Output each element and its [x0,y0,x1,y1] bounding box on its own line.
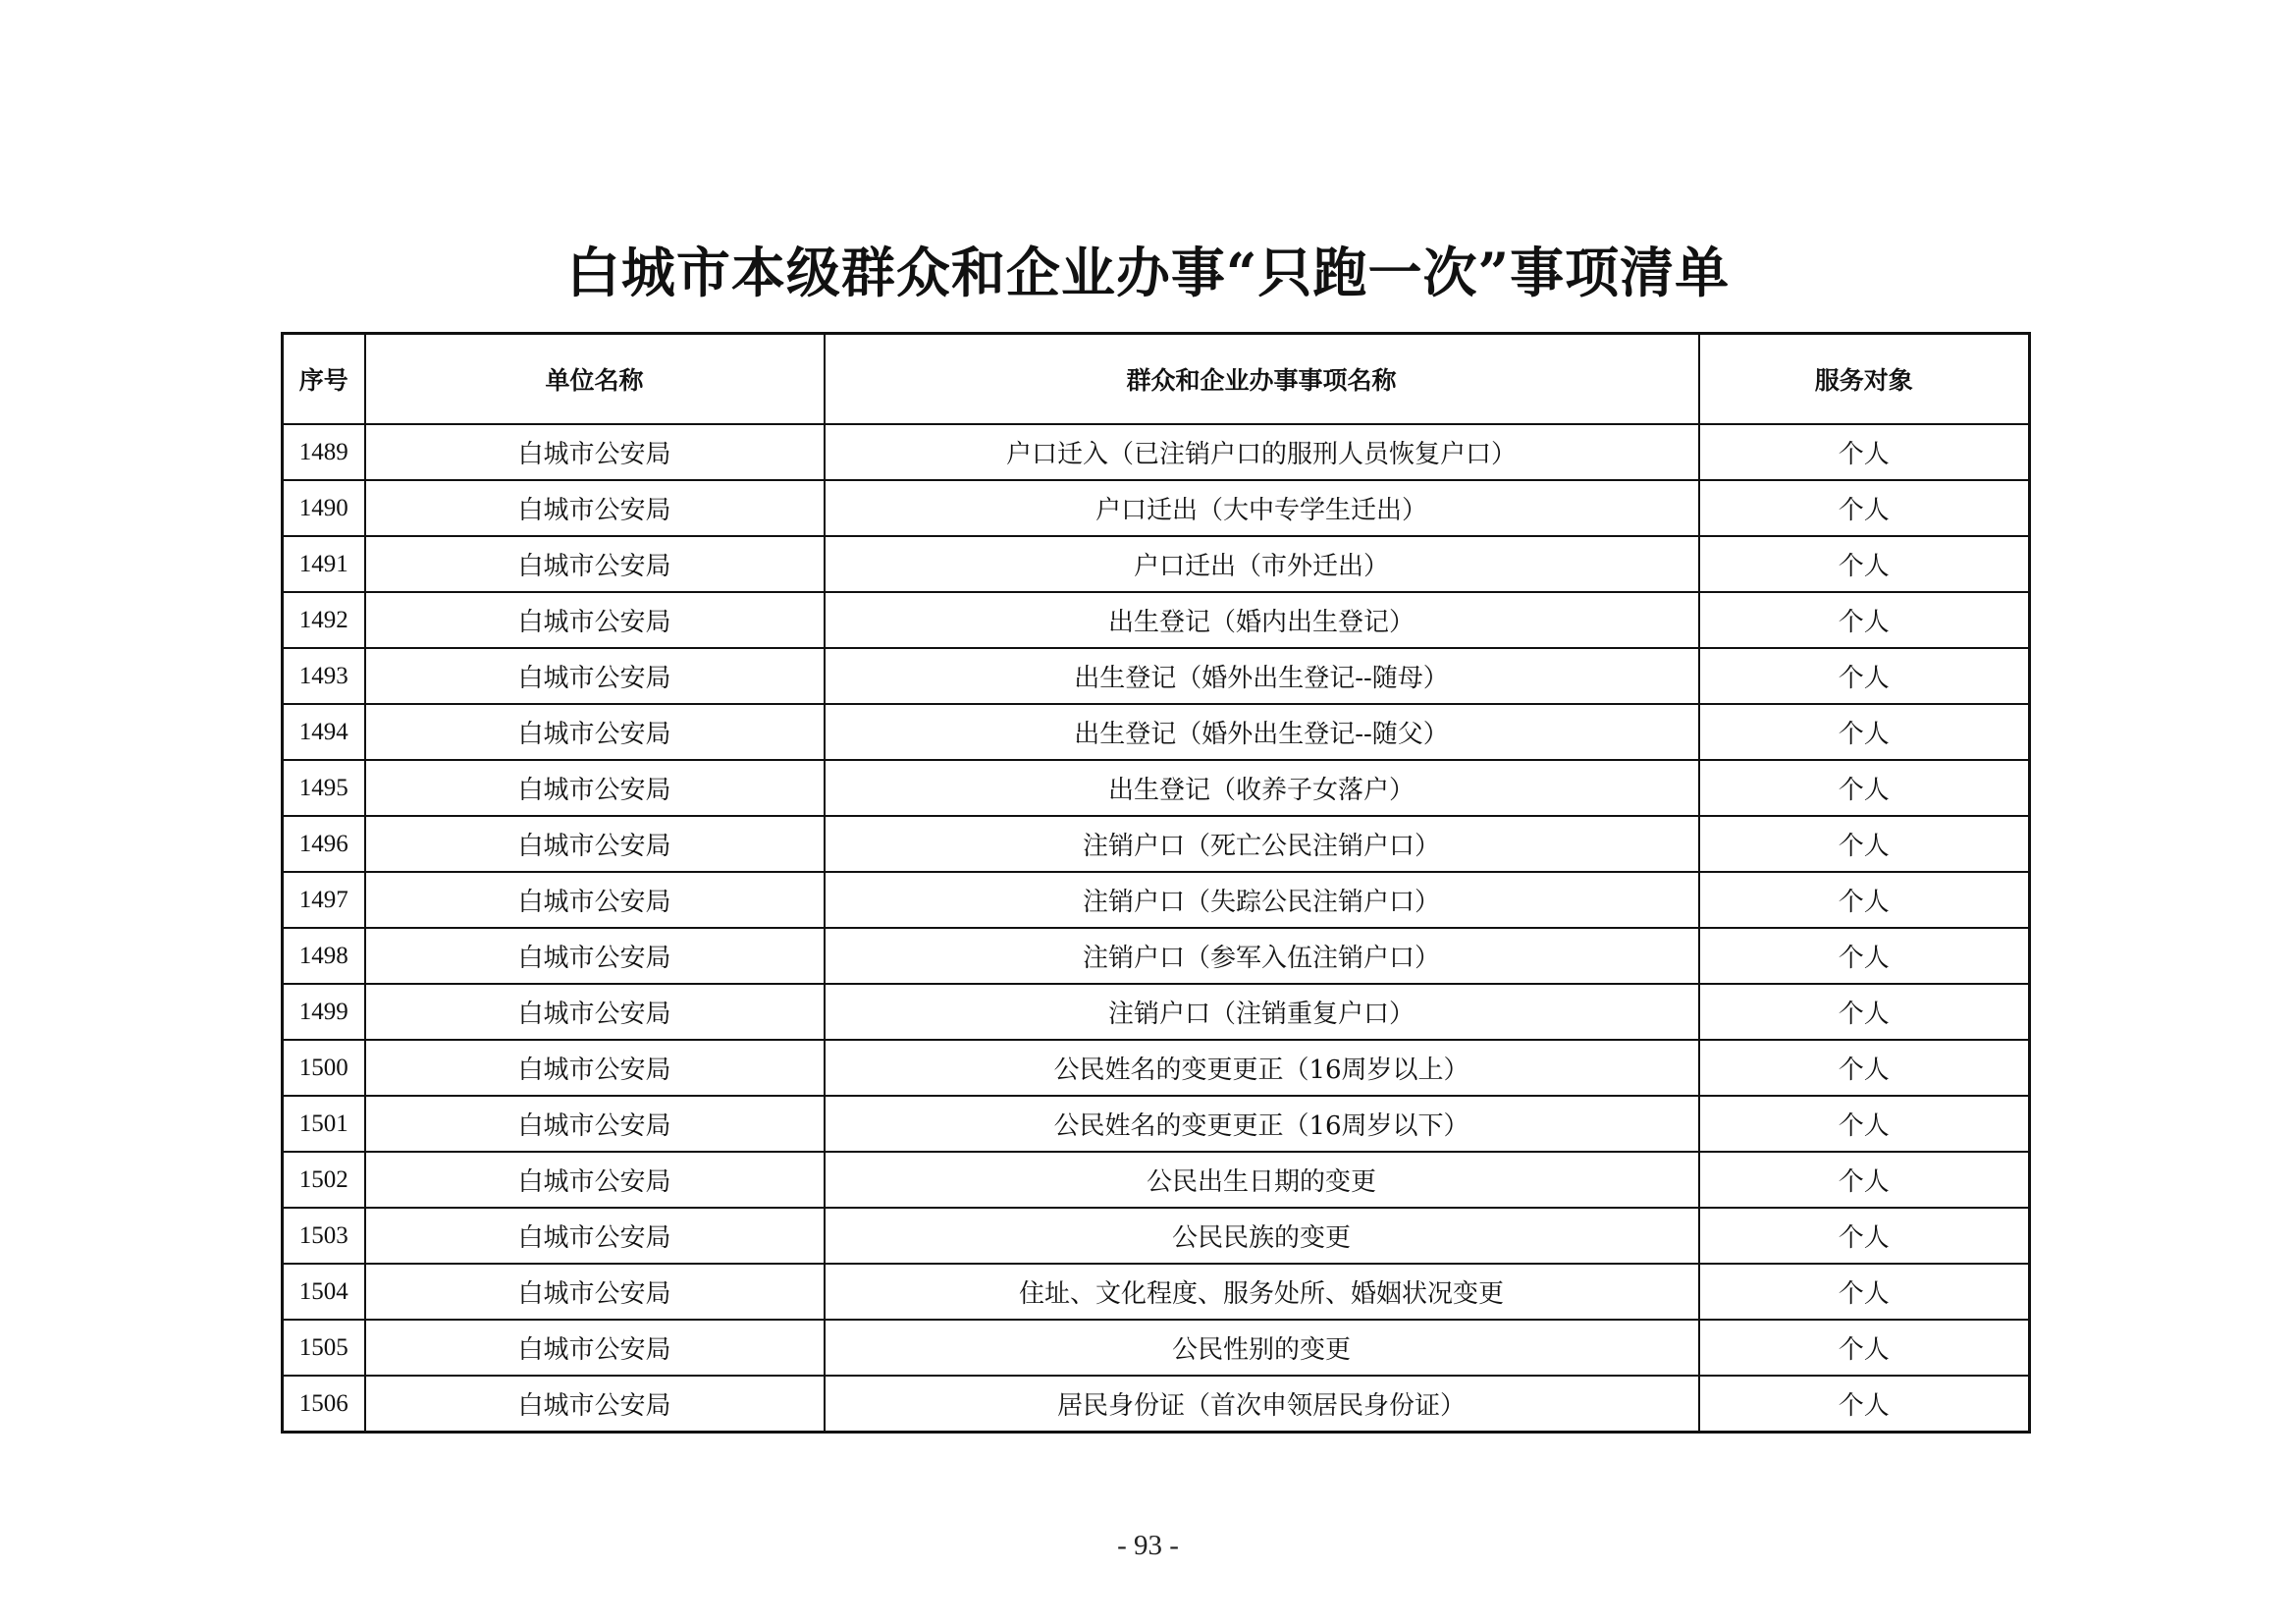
cell-item: 公民性别的变更 [825,1320,1699,1376]
table-row [283,536,2030,592]
table-row [283,1096,2030,1152]
cell-unit: 白城市公安局 [365,592,825,648]
header-index: 序号 [283,334,365,425]
cell-index: 1503 [283,1208,365,1264]
cell-target: 个人 [1699,480,2030,536]
cell-target: 个人 [1699,1040,2030,1096]
cell-index: 1491 [283,536,365,592]
cell-target: 个人 [1699,872,2030,928]
cell-item: 注销户口（参军入伍注销户口） [825,928,1699,984]
table-row [283,1376,2030,1433]
cell-index: 1497 [283,872,365,928]
table-row [283,480,2030,536]
cell-index: 1495 [283,760,365,816]
cell-unit: 白城市公安局 [365,816,825,872]
cell-item: 出生登记（婚外出生登记--随母） [825,648,1699,704]
cell-index: 1499 [283,984,365,1040]
cell-unit: 白城市公安局 [365,1152,825,1208]
table-row [283,424,2030,480]
table-body [283,424,2030,1433]
cell-unit: 白城市公安局 [365,984,825,1040]
cell-index: 1494 [283,704,365,760]
cell-unit: 白城市公安局 [365,1320,825,1376]
cell-unit: 白城市公安局 [365,1376,825,1433]
service-items-table [281,332,2031,1434]
cell-unit: 白城市公安局 [365,1264,825,1320]
cell-index: 1496 [283,816,365,872]
cell-item: 户口迁出（大中专学生迁出） [825,480,1699,536]
page-number: - 93 - [1117,1530,1179,1561]
cell-index: 1498 [283,928,365,984]
cell-index: 1492 [283,592,365,648]
cell-item: 公民姓名的变更更正（16周岁以上） [825,1040,1699,1096]
document-title: 白城市本级群众和企业办事“只跑一次”事项清单 [565,241,1731,304]
cell-target: 个人 [1699,1096,2030,1152]
cell-item: 公民民族的变更 [825,1208,1699,1264]
cell-target: 个人 [1699,1376,2030,1433]
table-row [283,816,2030,872]
table-row [283,984,2030,1040]
cell-item: 注销户口（死亡公民注销户口） [825,816,1699,872]
table-row [283,1152,2030,1208]
cell-item: 户口迁入（已注销户口的服刑人员恢复户口） [825,424,1699,480]
cell-target: 个人 [1699,536,2030,592]
cell-unit: 白城市公安局 [365,648,825,704]
cell-unit: 白城市公安局 [365,1208,825,1264]
table-row [283,1208,2030,1264]
cell-item: 注销户口（注销重复户口） [825,984,1699,1040]
cell-index: 1493 [283,648,365,704]
header-unit: 单位名称 [365,334,825,425]
cell-unit: 白城市公安局 [365,928,825,984]
cell-target: 个人 [1699,1208,2030,1264]
cell-item: 公民姓名的变更更正（16周岁以下） [825,1096,1699,1152]
cell-target: 个人 [1699,704,2030,760]
cell-unit: 白城市公安局 [365,1040,825,1096]
cell-target: 个人 [1699,1320,2030,1376]
cell-index: 1489 [283,424,365,480]
cell-unit: 白城市公安局 [365,760,825,816]
cell-item: 公民出生日期的变更 [825,1152,1699,1208]
cell-target: 个人 [1699,984,2030,1040]
cell-index: 1505 [283,1320,365,1376]
cell-target: 个人 [1699,816,2030,872]
header-item: 群众和企业办事事项名称 [825,334,1699,425]
cell-unit: 白城市公安局 [365,704,825,760]
cell-item: 出生登记（婚外出生登记--随父） [825,704,1699,760]
table-row [283,704,2030,760]
table-row [283,592,2030,648]
cell-item: 居民身份证（首次申领居民身份证） [825,1376,1699,1433]
cell-unit: 白城市公安局 [365,424,825,480]
header-target: 服务对象 [1699,334,2030,425]
cell-item: 注销户口（失踪公民注销户口） [825,872,1699,928]
cell-unit: 白城市公安局 [365,1096,825,1152]
table-row [283,760,2030,816]
cell-unit: 白城市公安局 [365,872,825,928]
table-row [283,1040,2030,1096]
cell-index: 1501 [283,1096,365,1152]
cell-unit: 白城市公安局 [365,480,825,536]
cell-target: 个人 [1699,760,2030,816]
cell-item: 户口迁出（市外迁出） [825,536,1699,592]
cell-item: 出生登记（婚内出生登记） [825,592,1699,648]
table-row [283,928,2030,984]
table-header-row [283,334,2030,425]
cell-target: 个人 [1699,424,2030,480]
cell-index: 1502 [283,1152,365,1208]
cell-index: 1506 [283,1376,365,1433]
cell-target: 个人 [1699,1152,2030,1208]
cell-index: 1504 [283,1264,365,1320]
table-row [283,648,2030,704]
cell-target: 个人 [1699,928,2030,984]
cell-index: 1490 [283,480,365,536]
cell-target: 个人 [1699,1264,2030,1320]
cell-index: 1500 [283,1040,365,1096]
cell-target: 个人 [1699,648,2030,704]
table-row [283,1264,2030,1320]
table-row [283,872,2030,928]
cell-item: 住址、文化程度、服务处所、婚姻状况变更 [825,1264,1699,1320]
table-row [283,1320,2030,1376]
cell-target: 个人 [1699,592,2030,648]
cell-item: 出生登记（收养子女落户） [825,760,1699,816]
cell-unit: 白城市公安局 [365,536,825,592]
